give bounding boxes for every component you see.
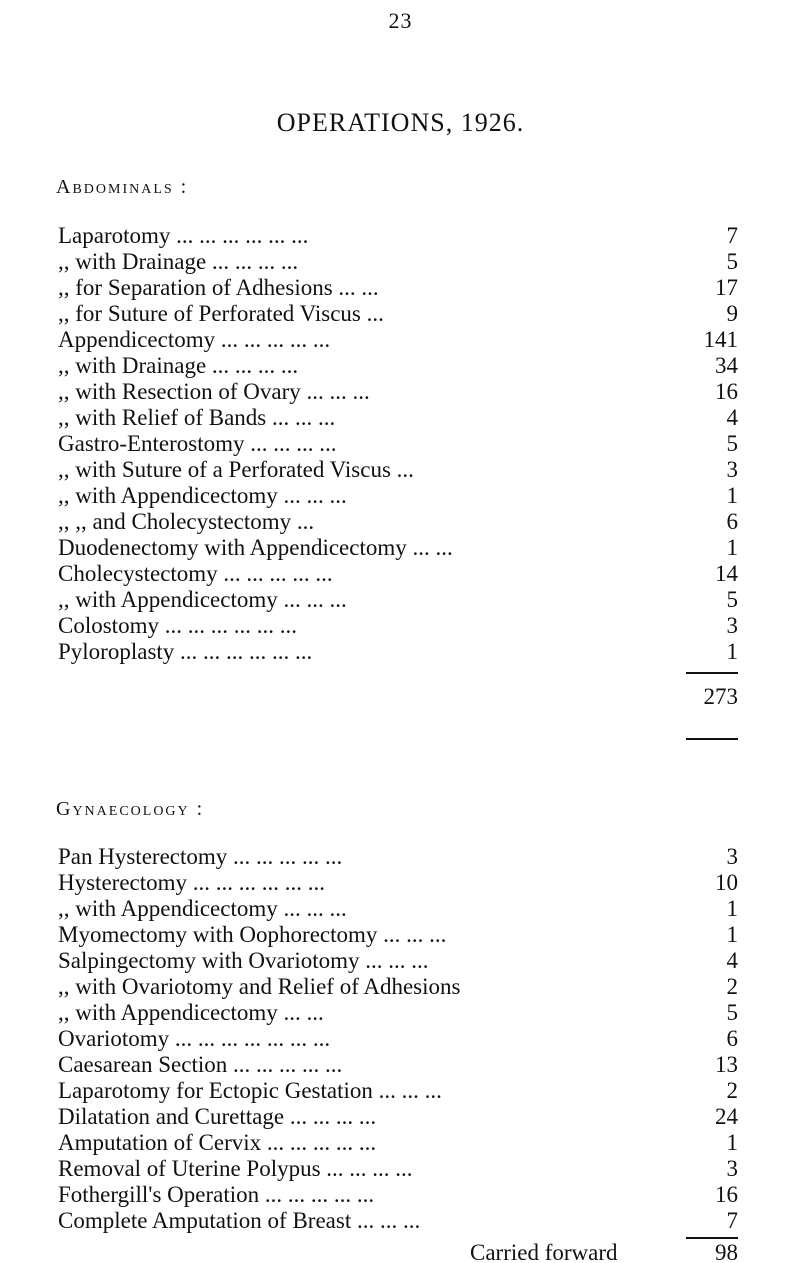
item-count: 6 xyxy=(726,509,738,534)
gynaecology-heading: Gynaecology : xyxy=(56,798,205,820)
item-count: 1 xyxy=(726,639,738,664)
list-item xyxy=(58,1130,738,1156)
item-count: 16 xyxy=(715,1182,738,1207)
item-count: 17 xyxy=(715,275,738,300)
item-count: 7 xyxy=(726,223,738,248)
list-item xyxy=(58,922,738,948)
list-item xyxy=(58,353,738,379)
list-item xyxy=(58,870,738,896)
list-item xyxy=(58,483,738,509)
item-label: Caesarean Section ... ... ... ... ... xyxy=(58,1052,343,1077)
item-count: 5 xyxy=(726,1000,738,1025)
list-item xyxy=(58,587,738,613)
item-count: 3 xyxy=(726,1156,738,1181)
total-rule-bottom xyxy=(686,738,738,740)
item-label: ,, with Suture of a Perforated Viscus ... xyxy=(58,457,414,482)
item-label: ,, with Resection of Ovary ... ... ... xyxy=(58,379,370,404)
item-count: 141 xyxy=(703,327,738,352)
item-label: Pyloroplasty ... ... ... ... ... ... xyxy=(58,639,313,664)
item-label: ,, with Appendicectomy ... ... ... xyxy=(58,587,347,612)
list-item xyxy=(58,639,738,665)
item-count: 5 xyxy=(726,431,738,456)
item-count: 13 xyxy=(715,1052,738,1077)
item-count: 3 xyxy=(726,613,738,638)
item-label: Duodenectomy with Appendicectomy ... ... xyxy=(58,535,453,560)
item-count: 4 xyxy=(726,948,738,973)
item-label: Hysterectomy ... ... ... ... ... ... xyxy=(58,870,326,895)
item-count: 1 xyxy=(726,922,738,947)
list-item xyxy=(58,1156,738,1182)
item-count: 3 xyxy=(726,457,738,482)
item-label: Pan Hysterectomy ... ... ... ... ... xyxy=(58,844,343,869)
item-label: ,, with Ovariotomy and Relief of Adhesions xyxy=(58,974,461,999)
item-label: Colostomy ... ... ... ... ... ... xyxy=(58,613,297,638)
list-item xyxy=(58,561,738,587)
list-item xyxy=(58,974,738,1000)
item-label: Fothergill's Operation ... ... ... ... ... xyxy=(58,1182,375,1207)
carried-forward-rule xyxy=(686,1237,738,1239)
page-number: 23 xyxy=(388,8,413,33)
item-count: 7 xyxy=(726,1208,738,1233)
list-item xyxy=(58,613,738,639)
list-item xyxy=(58,509,738,535)
list-item xyxy=(58,249,738,275)
list-item xyxy=(58,379,738,405)
abdominals-total: 273 xyxy=(703,684,738,709)
item-count: 3 xyxy=(726,844,738,869)
page-title: OPERATIONS, 1926. xyxy=(276,108,525,137)
item-count: 1 xyxy=(726,1130,738,1155)
item-label: ,, with Relief of Bands ... ... ... xyxy=(58,405,336,430)
list-item xyxy=(58,535,738,561)
item-label: Myomectomy with Oophorectomy ... ... ... xyxy=(58,922,447,947)
item-count: 4 xyxy=(726,405,738,430)
item-count: 16 xyxy=(715,379,738,404)
list-item xyxy=(58,1026,738,1052)
item-count: 2 xyxy=(726,1078,738,1103)
list-item xyxy=(58,457,738,483)
item-label: Gastro-Enterostomy ... ... ... ... xyxy=(58,431,337,456)
item-count: 10 xyxy=(715,870,738,895)
item-count: 1 xyxy=(726,483,738,508)
list-item xyxy=(58,948,738,974)
list-item xyxy=(58,1182,738,1208)
item-label: Ovariotomy ... ... ... ... ... ... ... xyxy=(58,1026,331,1051)
item-label: ,, with Appendicectomy ... ... xyxy=(58,1000,324,1025)
list-item xyxy=(58,1078,738,1104)
item-count: 5 xyxy=(726,587,738,612)
item-count: 6 xyxy=(726,1026,738,1051)
item-label: Amputation of Cervix ... ... ... ... ... xyxy=(58,1130,377,1155)
item-label: ,, with Appendicectomy ... ... ... xyxy=(58,896,347,921)
list-item xyxy=(58,1000,738,1026)
item-label: Cholecystectomy ... ... ... ... ... xyxy=(58,561,333,586)
carried-forward-value: 98 xyxy=(715,1240,738,1263)
item-count: 14 xyxy=(715,561,738,586)
list-item xyxy=(58,405,738,431)
item-count: 2 xyxy=(726,974,738,999)
list-item xyxy=(58,275,738,301)
item-label: ,, with Drainage ... ... ... ... xyxy=(58,353,299,378)
carried-forward-line xyxy=(470,1240,738,1263)
list-item xyxy=(58,431,738,457)
carried-forward-label: Carried forward xyxy=(470,1240,618,1263)
item-label: Laparotomy ... ... ... ... ... ... xyxy=(58,223,309,248)
item-label: ,, for Suture of Perforated Viscus ... xyxy=(58,301,384,326)
item-count: 1 xyxy=(726,896,738,921)
item-label: Complete Amputation of Breast ... ... ... xyxy=(58,1208,421,1233)
item-label: Salpingectomy with Ovariotomy ... ... ... xyxy=(58,948,429,973)
list-item xyxy=(58,223,738,249)
item-label: Appendicectomy ... ... ... ... ... xyxy=(58,327,331,352)
list-item xyxy=(58,896,738,922)
item-label: ,, with Appendicectomy ... ... ... xyxy=(58,483,347,508)
item-label: ,, ,, and Cholecystectomy ... xyxy=(58,509,315,534)
item-label: Removal of Uterine Polypus ... ... ... ... xyxy=(58,1156,413,1181)
item-label: Laparotomy for Ectopic Gestation ... ... ... xyxy=(58,1078,442,1103)
list-item xyxy=(58,301,738,327)
list-item xyxy=(58,327,738,353)
item-count: 5 xyxy=(726,249,738,274)
item-count: 1 xyxy=(726,535,738,560)
item-count: 24 xyxy=(715,1104,738,1129)
item-count: 34 xyxy=(715,353,738,378)
list-item xyxy=(58,1104,738,1130)
list-item xyxy=(58,1052,738,1078)
list-item xyxy=(58,844,738,870)
item-label: ,, with Drainage ... ... ... ... xyxy=(58,249,299,274)
item-label: Dilatation and Curettage ... ... ... ... xyxy=(58,1104,377,1129)
item-count: 9 xyxy=(726,301,738,326)
total-rule-top xyxy=(686,672,738,674)
list-item xyxy=(58,1208,738,1234)
abdominals-heading: Abdominals : xyxy=(56,176,189,198)
item-label: ,, for Separation of Adhesions ... ... xyxy=(58,275,379,300)
